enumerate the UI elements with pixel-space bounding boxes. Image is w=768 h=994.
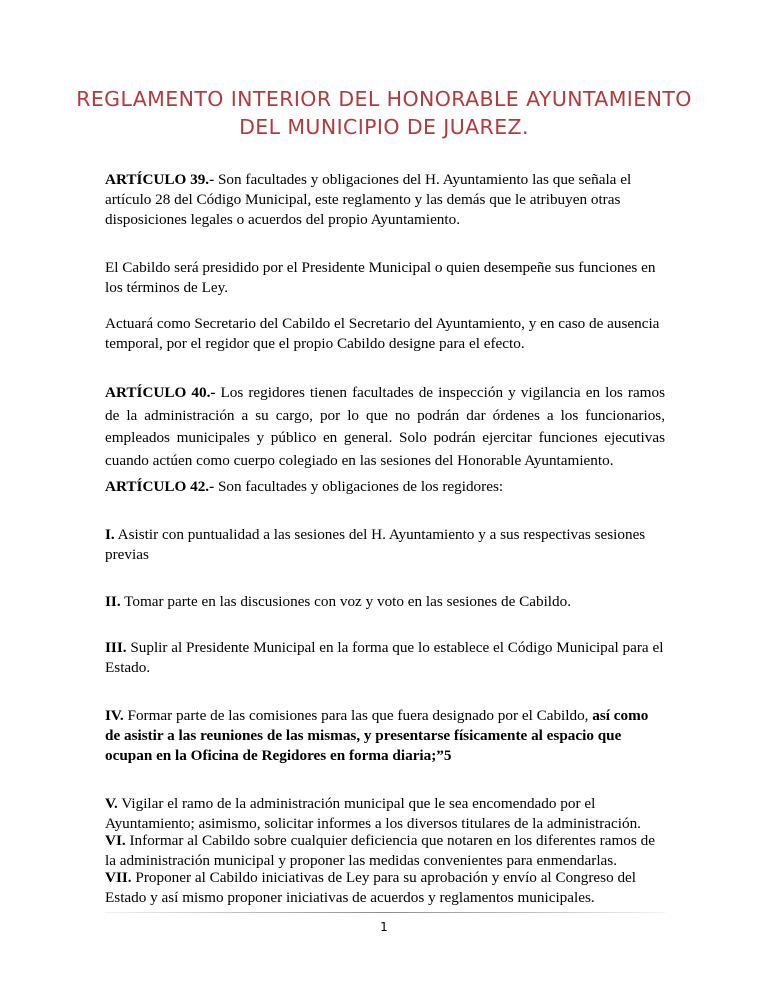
article-42-label: ARTÍCULO 42.-: [105, 478, 215, 495]
footer-divider: [105, 912, 665, 913]
cabildo-paragraph: El Cabildo será presidido por el Presidente Municipal o quien desempeñe sus funciones en los términos de Ley.: [105, 259, 656, 296]
item-text: Suplir al Presidente Municipal en la forma que lo establece el Código Municipal para el Estado.: [105, 639, 664, 676]
list-item: [105, 592, 665, 612]
title-line-2: DEL MUNICIPIO DE JUAREZ.: [239, 115, 529, 139]
item-text: Asistir con puntualidad a las sesiones del H. Ayuntamiento y a sus respectivas sesiones previas: [105, 526, 646, 563]
article-39-paragraph: [105, 170, 665, 230]
item-text: Tomar parte en las discusiones con voz y voto en las sesiones de Cabildo.: [120, 593, 572, 610]
item-text: Formar parte de las comisiones para las que fuera designado por el Cabildo,: [123, 707, 593, 724]
list-item: [105, 706, 665, 766]
document-title: [0, 85, 768, 141]
article-39-text: Son facultades y obligaciones del H. Ayuntamiento las que señala el artículo 28 del Código Municipal, este reglamento y las demás que le atribuyen otras disposiciones legales o acuerdos del propio Ayuntamiento.: [105, 171, 632, 228]
article-39-label: ARTÍCULO 39.-: [105, 171, 215, 188]
list-item: [105, 794, 665, 834]
secretario-paragraph: Actuará como Secretario del Cabildo el Secretario del Ayuntamiento, y en caso de ausencia temporal, por el regidor que el propio Cabildo designe para el efecto.: [105, 315, 660, 352]
article-40-text: Los regidores tienen facultades de inspección y vigilancia en los ramos de la administración a su cargo, por lo que no podrán dar órdenes a los funcionarios, empleados municipales y público en general. Solo podrán ejercitar funciones ejecutivas cuando actúen como cuerpo colegiado en las sesiones del Honorable Ayuntamiento.: [105, 384, 665, 470]
article-40-paragraph: [105, 382, 665, 473]
item-text: Vigilar el ramo de la administración municipal que le sea encomendado por el Ayuntamiento; asimismo, solicitar informes a los diversos titulares de la administración.: [105, 795, 641, 832]
item-number: IV.: [105, 707, 124, 724]
item-number: V.: [105, 795, 118, 812]
article-42-text: Son facultades y obligaciones de los regidores:: [214, 478, 504, 495]
article-40-label: ARTÍCULO 40.-: [105, 384, 216, 401]
item-bold-text: así como de asistir a las reuniones de las mismas, y presentarse físicamente al espacio que ocupan en la Oficina de Regidores en forma diaria;”5: [105, 707, 649, 764]
item-number: VII.: [105, 869, 132, 886]
list-item: [105, 525, 665, 565]
item-text: Informar al Cabildo sobre cualquier deficiencia que notaren en los diferentes ramos de la administración municipal y proponer las medidas convenientes para enmendarlas.: [105, 832, 655, 869]
item-number: VI.: [105, 832, 126, 849]
item-number: I.: [105, 526, 115, 543]
item-text: Proponer al Cabildo iniciativas de Ley para su aprobación y envío al Congreso del Estado y así mismo proponer iniciativas de acuerdos y reglamentos municipales.: [105, 869, 637, 906]
item-number: III.: [105, 639, 127, 656]
item-number: II.: [105, 593, 121, 610]
article-42-paragraph: [105, 477, 665, 497]
list-item: [105, 868, 665, 908]
list-item: [105, 831, 665, 871]
title-line-1: REGLAMENTO INTERIOR DEL HONORABLE AYUNTAMIENTO: [76, 87, 692, 111]
list-item: [105, 638, 665, 678]
page-number: 1: [380, 920, 388, 934]
